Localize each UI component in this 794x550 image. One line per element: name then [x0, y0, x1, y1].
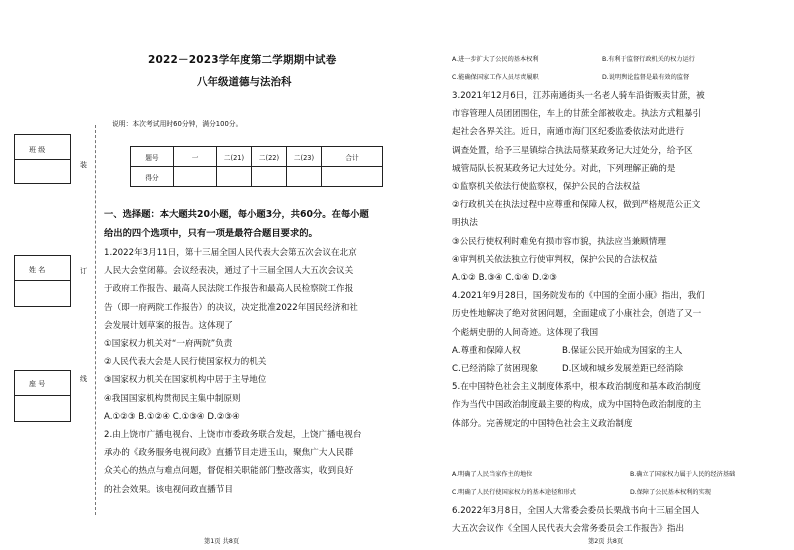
class-box: [14, 134, 71, 184]
text-line: 历史性地解决了绝对贫困问题，全面建成了小康社会，创造了又一: [452, 309, 702, 320]
score-header: 二(22): [252, 147, 287, 167]
score-header: 二(23): [287, 147, 322, 167]
score-row-label: 得分: [131, 167, 174, 187]
text-line: 2.由上饶市广播电视台、上饶市市委政务联合发起，上饶广播电视台: [104, 430, 362, 441]
text-line: 人民大会堂闭幕。会议经表决，通过了十三届全国人大五次会议关: [104, 266, 354, 277]
q6-text: [452, 502, 784, 538]
text-line: 城管局队长祝某政务记大过处分。对此，下列理解正确的是: [452, 163, 676, 174]
score-cell[interactable]: [252, 167, 287, 187]
section1-heading: [104, 206, 396, 243]
name-box: [14, 255, 71, 307]
text-line: 个彪炳史册的人间奇迹。这体现了我国: [452, 327, 599, 338]
binding-mark-xian: 线: [80, 375, 87, 383]
score-header: 二(21): [217, 147, 252, 167]
binding-mark-ding: 订: [80, 267, 87, 275]
binding-mark-zhuang: 装: [80, 161, 87, 169]
left-column: [104, 244, 396, 499]
text-line: ③公民行使权利时难免有损市容市貌，执法应当兼顾情理: [452, 236, 666, 247]
text-line: ④审判机关依法独立行使审判权，保护公民的合法权益: [452, 254, 658, 265]
score-cell[interactable]: [287, 167, 322, 187]
q5-option-d: D.保障了公民基本权利的实现: [630, 489, 711, 496]
text-line: 起社会各界关注。近日，南通市海门区纪委监委依法对此进行: [452, 127, 685, 138]
text-line: 体部分。完善规定的中国特色社会主义政治制度: [452, 418, 633, 429]
q5-options: [452, 469, 784, 501]
q5-option-c: C.明确了人民行使国家权力的基本途径和形式: [452, 489, 576, 496]
option-d: D.说明舆论监督是最有效的监督: [602, 74, 690, 81]
q4-option-a: A.尊重和保障人权: [452, 345, 521, 356]
q4-option-b: B.保证公民开始成为国家的主人: [562, 345, 683, 356]
score-header: 合计: [322, 147, 383, 167]
text-line: 1.2022年3月11日，第十三届全国人民代表大会第五次会议在北京: [104, 248, 357, 258]
text-line: 3.2021年12月6日，江苏南通街头一名老人骑车沿街贩卖甘蔗，被: [452, 91, 705, 101]
text-line: ④我国国家机构贯彻民主集中制原则: [104, 393, 241, 404]
score-table: [130, 146, 383, 187]
score-cell[interactable]: [322, 167, 383, 187]
text-line: 告（即一府两院工作报告）的决议，决定批准2022年国民经济和社: [104, 302, 358, 313]
text-line: ③国家权力机关在国家机构中居于主导地位: [104, 375, 267, 386]
text-line: 于政府工作报告、最高人民法院工作报告和最高人民检察院工作报: [104, 284, 354, 295]
text-line: 作为当代中国政治制度最主要的构成，成为中国特色政治制度的主: [452, 400, 702, 411]
text-line: 承办的《政务服务电视问政》直播节目走进玉山，聚焦广大人民群: [104, 448, 354, 459]
seat-label: 座 号: [29, 380, 46, 388]
exam-instructions: 说明：本次考试用时60分钟，满分100分。: [112, 120, 243, 128]
score-cell[interactable]: [174, 167, 217, 187]
option-a: A.进一步扩大了公民的基本权利: [452, 56, 539, 63]
binding-line: [95, 125, 96, 515]
section1-heading-line1: 一、选择题：本大题共20小题，每小题3分，共60分。在每小题: [104, 209, 369, 220]
score-cell[interactable]: [217, 167, 252, 187]
option-b: B.有利于监督行政机关的权力运行: [602, 56, 695, 63]
text-line: 6.2022年3月8日，全国人大常委会委员长栗战书向十三届全国人: [452, 506, 700, 516]
score-header: 题号: [131, 147, 174, 167]
text-line: 明执法: [452, 218, 478, 229]
text-line: 4.2021年9月28日，国务院发布的《中国的全面小康》指出，我们: [452, 291, 705, 302]
q2-options: [452, 54, 782, 86]
name-label: 姓 名: [29, 266, 46, 274]
seat-box: [14, 370, 71, 422]
score-row: [131, 167, 383, 187]
text-line: ①监察机关依法行使监察权，保护公民的合法权益: [452, 182, 641, 193]
q4-option-c: C.已经消除了贫困现象: [452, 364, 539, 375]
score-header: 一: [174, 147, 217, 167]
text-line: 的社会效果。该电视问政直播节目: [104, 484, 233, 495]
q4-option-d: D.区域和城乡发展差距已经消除: [562, 364, 684, 375]
q5-option-a: A.明确了人民当家作主的地位: [452, 471, 533, 478]
page-number-left: 第1页 共8页: [204, 538, 240, 545]
score-header-row: [131, 147, 383, 167]
text-line: A.①②③ B.①②④ C.①③④ D.②③④: [104, 411, 240, 422]
text-line: 市容管理人员团团围住，车上的甘蔗全部被收走。执法方式粗暴引: [452, 109, 702, 120]
class-label: 班 级: [29, 146, 46, 154]
right-column: [452, 87, 784, 433]
q5-option-b: B.确立了国家权力属于人民的经济基础: [630, 471, 736, 478]
text-line: 大五次会议作《全国人民代表大会常务委员会工作报告》指出: [452, 524, 685, 535]
exam-subject: 八年级道德与法治科: [197, 76, 292, 88]
text-line: A.①② B.③④ C.①④ D.②③: [452, 273, 557, 284]
section1-heading-line2: 给出的四个选项中，只有一项是最符合题目要求的。: [104, 227, 318, 239]
text-line: ②人民代表大会是人民行使国家权力的机关: [104, 357, 267, 368]
option-c: C.能确保国家工作人员尽责履职: [452, 74, 539, 81]
exam-title: 2022－2023学年度第二学期期中试卷: [148, 54, 337, 66]
text-line: 5.在中国特色社会主义制度体系中，根本政治制度和基本政治制度: [452, 382, 701, 393]
text-line: 调查处置，给予三星镇综合执法局蔡某政务记大过处分，给予区: [452, 145, 693, 156]
text-line: ②行政机关在执法过程中应尊重和保障人权，做到严格规范公正文: [452, 200, 701, 211]
text-line: 会发展计划草案的报告。这体现了: [104, 320, 233, 331]
text-line: 众关心的热点与难点问题，督促相关职能部门整改落实，收到良好: [104, 466, 354, 477]
page-number-right: 第2页 共8页: [588, 538, 624, 545]
text-line: ①国家权力机关对“一府两院”负责: [104, 339, 233, 350]
